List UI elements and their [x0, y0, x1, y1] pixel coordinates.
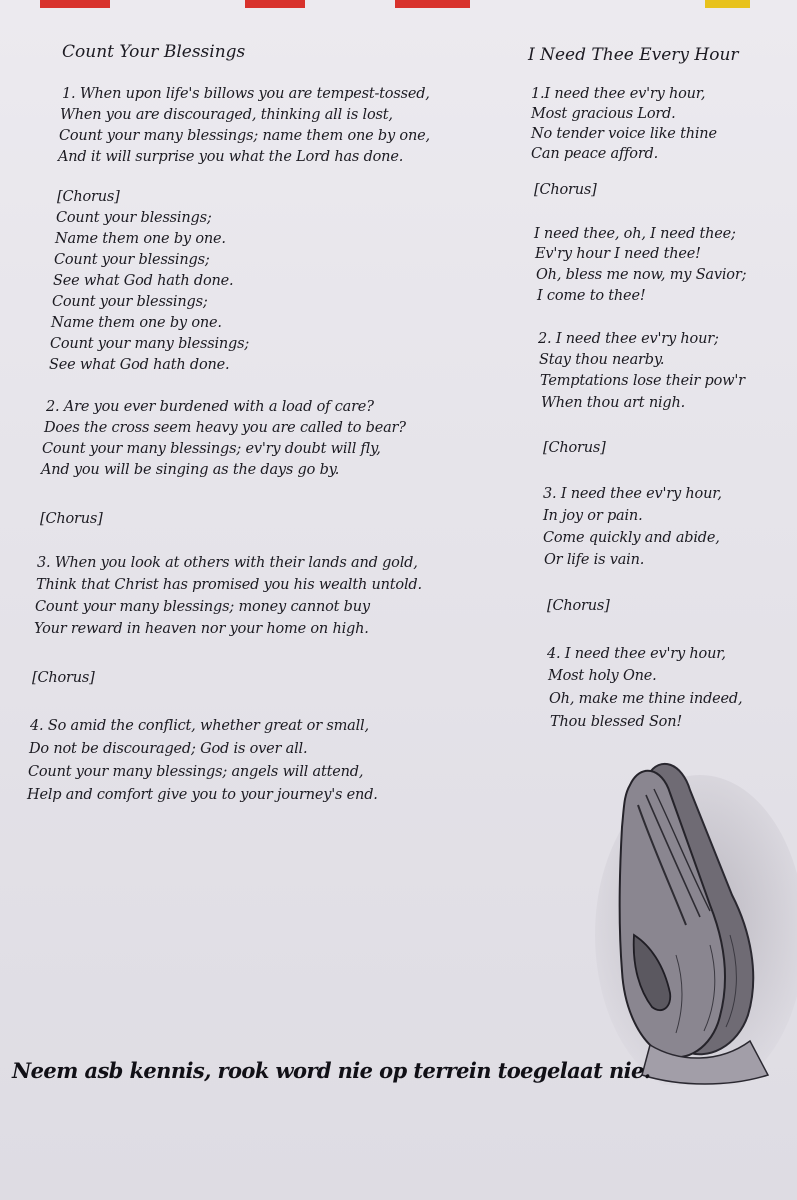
left-lyric-line: See what God hath done.	[49, 357, 230, 373]
right-lyric-line: I come to thee!	[537, 288, 646, 304]
left-lyric-line: Count your blessings;	[52, 294, 208, 310]
right-lyric-line: I need thee, oh, I need thee;	[534, 226, 736, 242]
left-lyric-line: Name them one by one.	[51, 315, 222, 331]
right-lyric-line: Oh, make me thine indeed,	[549, 691, 743, 707]
right-lyric-line: 4. I need thee ev'ry hour,	[547, 646, 726, 662]
right-lyric-line: Come quickly and abide,	[543, 530, 720, 546]
left-lyric-line: 4. So amid the conflict, whether great or small,	[30, 718, 369, 734]
left-song-title: Count Your Blessings	[62, 42, 246, 62]
right-lyric-line: Oh, bless me now, my Savior;	[536, 267, 747, 283]
right-lyric-line: Temptations lose their pow'r	[540, 373, 745, 389]
right-lyric-line: In joy or pain.	[543, 508, 643, 524]
left-chorus-marker: [Chorus]	[57, 189, 120, 205]
left-lyric-line: 3. When you look at others with their lands and gold,	[37, 555, 418, 571]
left-lyric-line: Your reward in heaven nor your home on high.	[34, 621, 369, 637]
left-lyric-line: Do not be discouraged; God is over all.	[29, 741, 308, 757]
right-chorus-marker: [Chorus]	[534, 182, 597, 198]
left-chorus-marker: [Chorus]	[40, 511, 103, 527]
left-lyric-line: Count your many blessings; name them one by one,	[59, 128, 430, 144]
right-lyric-line: Ev'ry hour I need thee!	[535, 246, 701, 262]
top-tab-red-left	[40, 0, 110, 8]
left-lyric-line: Count your many blessings; ev'ry doubt will fly,	[42, 441, 381, 457]
right-lyric-line: Or life is vain.	[544, 552, 645, 568]
left-lyric-line: Count your many blessings; angels will attend,	[28, 764, 364, 780]
top-tab-yellow	[705, 0, 750, 8]
left-lyric-line: Count your many blessings; money cannot buy	[35, 599, 370, 615]
left-lyric-line: Help and comfort give you to your journey's end.	[27, 787, 378, 803]
left-lyric-line: Think that Christ has promised you his wealth untold.	[36, 577, 422, 593]
left-lyric-line: Count your many blessings;	[50, 336, 250, 352]
right-chorus-marker: [Chorus]	[547, 598, 610, 614]
right-lyric-line: Most holy One.	[548, 668, 657, 684]
right-lyric-line: Can peace afford.	[531, 146, 659, 162]
right-lyric-line: 2. I need thee ev'ry hour;	[538, 331, 719, 347]
left-lyric-line: Name them one by one.	[55, 231, 226, 247]
top-tab-red-mid	[245, 0, 305, 8]
left-lyric-line: 2. Are you ever burdened with a load of care?	[46, 399, 374, 415]
right-song-title: I Need Thee Every Hour	[528, 45, 739, 65]
left-lyric-line: When you are discouraged, thinking all is lost,	[60, 107, 393, 123]
left-lyric-line: See what God hath done.	[53, 273, 234, 289]
left-lyric-line: 1. When upon life's billows you are tempest-tossed,	[62, 86, 430, 102]
left-chorus-marker: [Chorus]	[32, 670, 95, 686]
left-lyric-line: Count your blessings;	[56, 210, 212, 226]
left-lyric-line: And it will surprise you what the Lord has done.	[58, 149, 404, 165]
top-tab-red-right	[395, 0, 470, 8]
no-smoking-notice: Neem asb kennis, rook word nie op terrein toegelaat nie.	[12, 1058, 651, 1083]
right-chorus-marker: [Chorus]	[543, 440, 606, 456]
right-lyric-line: No tender voice like thine	[531, 126, 717, 142]
left-lyric-line: And you will be singing as the days go by.	[41, 462, 340, 478]
left-lyric-line: Count your blessings;	[54, 252, 210, 268]
right-lyric-line: Most gracious Lord.	[531, 106, 676, 122]
left-lyric-line: Does the cross seem heavy you are called to bear?	[44, 420, 406, 436]
praying-hands-icon	[590, 745, 797, 1085]
right-lyric-line: 1.I need thee ev'ry hour,	[531, 86, 706, 102]
right-lyric-line: 3. I need thee ev'ry hour,	[543, 486, 722, 502]
right-lyric-line: When thou art nigh.	[541, 395, 686, 411]
right-lyric-line: Thou blessed Son!	[550, 714, 682, 730]
right-lyric-line: Stay thou nearby.	[539, 352, 665, 368]
